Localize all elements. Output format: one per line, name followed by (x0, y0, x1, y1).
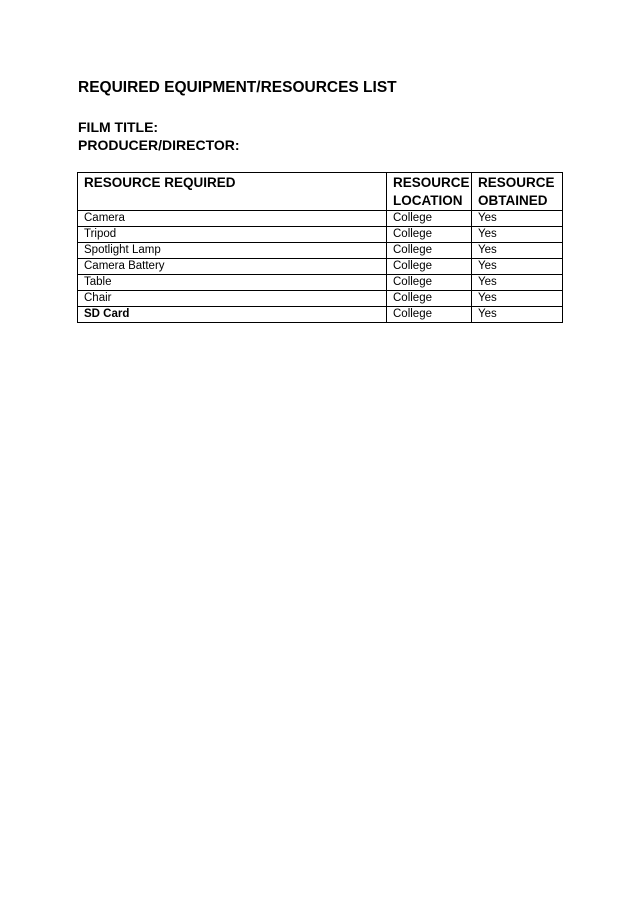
header-resource-location: RESOURCE LOCATION (387, 173, 472, 211)
cell-location: College (387, 211, 472, 227)
cell-resource: Camera (78, 211, 387, 227)
table-row (78, 243, 563, 259)
cell-resource: Camera Battery (78, 259, 387, 275)
cell-obtained: Yes (472, 227, 563, 243)
cell-obtained: Yes (472, 243, 563, 259)
header-resource-required: RESOURCE REQUIRED (78, 173, 387, 211)
cell-obtained: Yes (472, 291, 563, 307)
cell-resource: Chair (78, 291, 387, 307)
cell-location: College (387, 275, 472, 291)
cell-resource: SD Card (78, 307, 387, 323)
cell-obtained: Yes (472, 259, 563, 275)
producer-director-label: PRODUCER/DIRECTOR: (78, 137, 240, 153)
cell-location: College (387, 259, 472, 275)
cell-location: College (387, 307, 472, 323)
cell-resource: Tripod (78, 227, 387, 243)
cell-obtained: Yes (472, 211, 563, 227)
table-row (78, 307, 563, 323)
table-row (78, 227, 563, 243)
cell-resource: Table (78, 275, 387, 291)
cell-resource: Spotlight Lamp (78, 243, 387, 259)
cell-location: College (387, 227, 472, 243)
resources-table (77, 172, 563, 323)
cell-location: College (387, 243, 472, 259)
cell-obtained: Yes (472, 275, 563, 291)
table-row (78, 291, 563, 307)
table-row (78, 259, 563, 275)
film-title-label: FILM TITLE: (78, 119, 159, 135)
document-title: REQUIRED EQUIPMENT/RESOURCES LIST (78, 79, 397, 96)
cell-location: College (387, 291, 472, 307)
table-header-row (78, 173, 563, 211)
header-resource-obtained: RESOURCE OBTAINED (472, 173, 563, 211)
cell-obtained: Yes (472, 307, 563, 323)
table-row (78, 275, 563, 291)
table-row (78, 211, 563, 227)
